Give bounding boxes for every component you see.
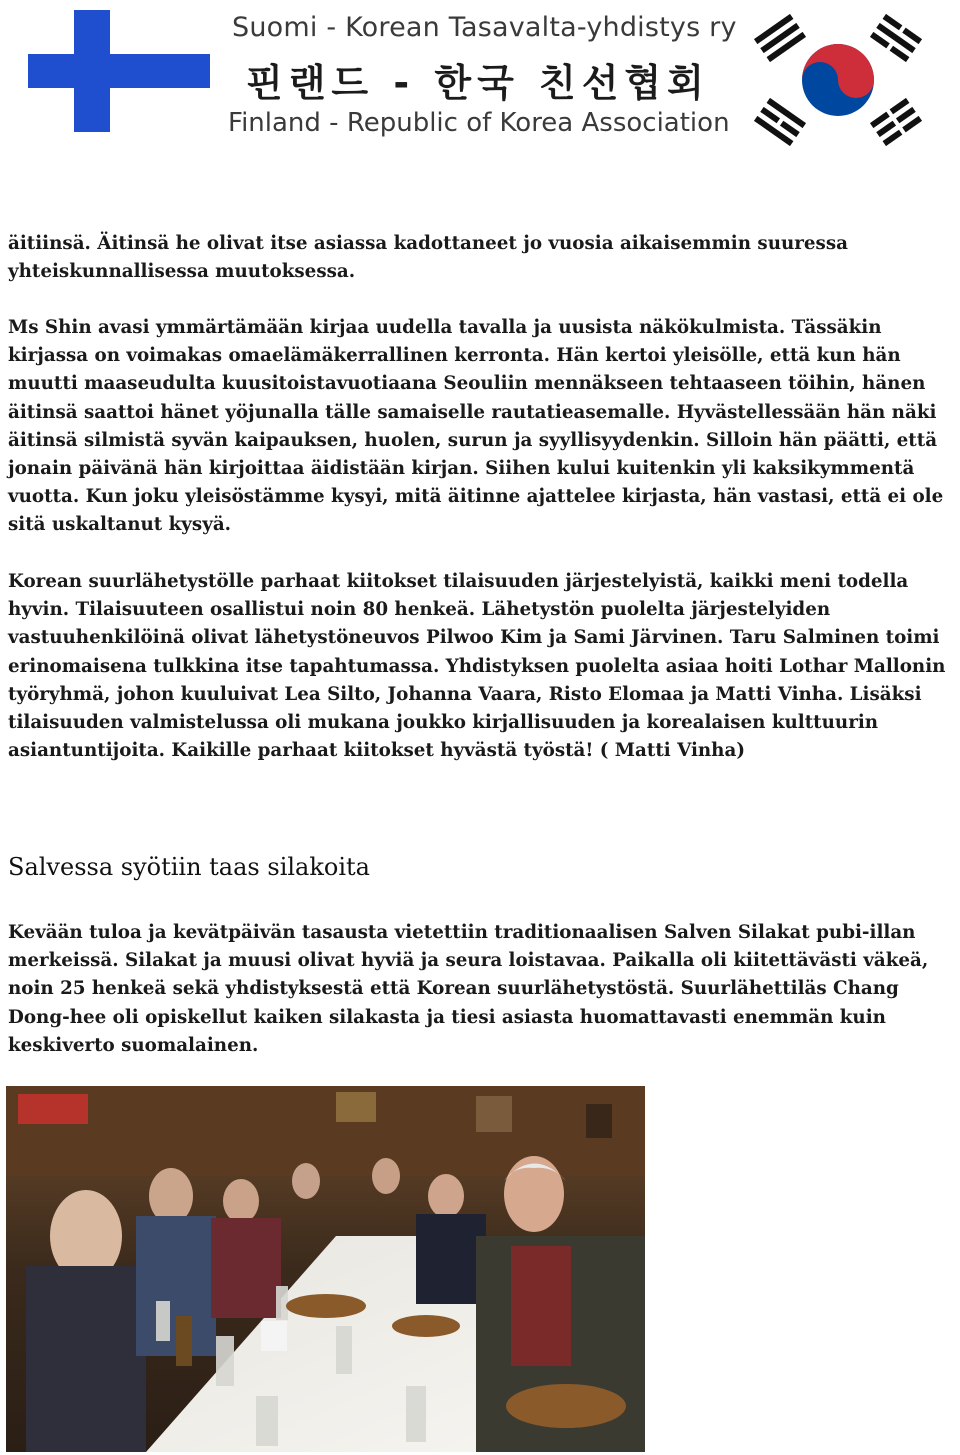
article-paragraph	[8, 568, 952, 765]
paragraph-text: Korean suurlähetystölle parhaat kiitokset tilaisuuden järjestelyistä, kaikki meni todella hyvin. Tilaisuuteen osallistui noin 80 henkeä. Lähetystön puolelta järjestelyiden vastuuhenkilöinä olivat lähetystöneuvos Pilwoo Kim ja Sami Järvinen. Taru Salminen toimi erinomaisena tulkkina itse tapahtumassa. Yhdistyksen puolelta asiaa hoiti Lothar Mallonin työryhmä, johon kuuluivat Lea Silto, Johanna Vaara, Risto Elomaa ja Matti Vinha. Lisäksi tilaisuuden valmistelussa oli mukana joukko kirjallisuuden ja korealaisen kulttuurin asiantuntijoita. Kaikille parhaat kiitokset hyvästä työstä! ( Matti Vinha)	[8, 571, 946, 762]
korea-flag-icon	[750, 8, 922, 148]
article-paragraph	[8, 230, 952, 286]
paragraph-text: Kevään tuloa ja kevätpäivän tasausta vietettiin traditionaalisen Salven Silakat pubi-illan merkeissä. Silakat ja muusi olivat hyviä ja seura loistavaa. Paikalla oli kiitettävästi väkeä, noin 25 henkeä sekä yhdistyksestä että Korean suurlähetystöstä. Suurlähettiläs Chang Dong-hee oli opiskellut kaiken silakasta ja tiesi asiasta huomattavasti enemmän kuin keskiverto suomalainen.	[8, 922, 929, 1056]
paragraph-text: äitiinsä. Äitinsä he olivat itse asiassa kadottaneet jo vuosia aikaisemmin suuressa yhteiskunnallisessa muutoksessa.	[8, 233, 848, 283]
association-banner	[0, 0, 960, 160]
association-name-finnish: Suomi - Korean Tasavalta-yhdistys ry	[232, 12, 737, 43]
taegeuk-icon	[802, 44, 874, 116]
association-name-korean: 핀랜드 - 한국 친선협회	[246, 61, 710, 105]
dinner-photo	[6, 1086, 645, 1452]
article-paragraph	[8, 314, 952, 540]
association-name-english: Finland - Republic of Korea Association	[228, 108, 730, 138]
section-heading: Salvessa syötiin taas silakoita	[8, 853, 370, 881]
paragraph-text: Ms Shin avasi ymmärtämään kirjaa uudella tavalla ja uusista näkökulmista. Tässäkin kirjassa on voimakas omaelämäkerrallinen kerronta. Hän kertoi yleisölle, että kun hän muutti maaseudulta kuusitoistavuotiaana Seouliin mennäkseen tehtaaseen töihin, hänen äitinsä saattoi hänet yöjunalla tälle samaiselle rautatieasemalle. Hyvästellessään hän näki äitinsä silmistä syvän kaipauksen, huolen, surun ja syyllisyydenkin. Silloin hän päätti, että jonain päivänä hän kirjoittaa äidistään kirjan. Siihen kului kuitenkin yli kaksikymmentä vuotta. Kun joku yleisöstämme kysyi, mitä äitinne ajattelee kirjasta, hän vastasi, että ei ole sitä uskaltanut kysyä.	[8, 317, 944, 536]
finland-flag-icon	[28, 10, 210, 132]
dinner-photo-illustration	[6, 1086, 645, 1452]
article-paragraph	[8, 919, 952, 1060]
